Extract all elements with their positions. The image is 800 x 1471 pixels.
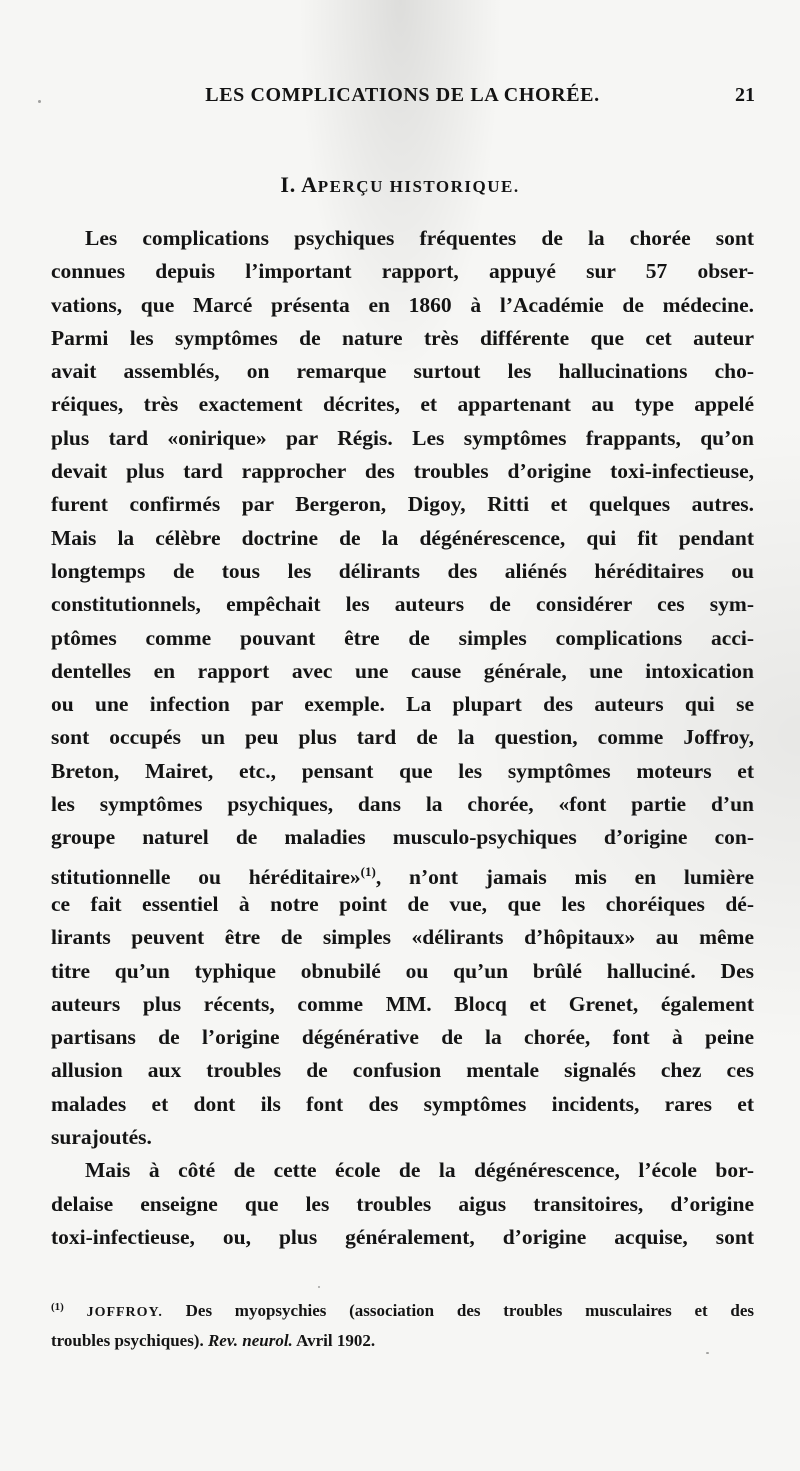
running-head [50,84,755,114]
text-line: Mais à côté de cette école de la dégénérescence, l’école bor- [85,1158,754,1183]
text-line: dentelles en rapport avec une cause générale, une intoxication [51,658,754,683]
text-line: plus tard «onirique» par Régis. Les symptômes frappants, qu’on [51,425,754,450]
text-line: ou une infection par exemple. La plupart des auteurs qui se [51,692,754,717]
text-line-head: stitutionnelle ou héréditaire» [51,864,361,889]
text-line: longtemps de tous les délirants des aliénés héréditaires ou [51,558,754,583]
section-title-rest: PERÇU HISTORIQUE. [317,177,520,196]
text-line: auteurs plus récents, comme MM. Blocq et Grenet, également [51,991,754,1016]
footnote-author: JOFFROY. [86,1305,163,1320]
section-numeral: I. [280,172,302,197]
text-line: constitutionnels, empêchait les auteurs de considérer ces sym- [51,592,754,617]
text-line: ce fait essentiel à notre point de vue, que les choréiques dé- [51,891,754,916]
text-line-with-note [51,855,754,888]
text-line: avait assemblés, on remarque surtout les hallucinations cho- [51,359,754,384]
text-line: malades et dont ils font des symptômes incidents, rares et [51,1091,754,1116]
footnotes [51,1293,754,1355]
section-heading [0,172,800,198]
text-line: sont occupés un peu plus tard de la question, comme Joffroy, [51,725,754,750]
footnote-journal: Rev. neurol. [207,1331,293,1350]
text-line: lirants peuvent être de simples «délirants d’hôpitaux» au même [51,925,754,950]
paper-speck [706,1352,709,1354]
footnote-text: troubles psychiques). [51,1331,208,1350]
footnote-mark: (1) [51,1301,64,1313]
text-line: groupe naturel de maladies musculo-psychiques d’origine con- [51,825,754,850]
text-line: Breton, Mairet, etc., pensant que les symptômes moteurs et [51,758,754,783]
text-line: Les complications psychiques fréquentes de la chorée sont [85,226,754,250]
paper-speck [38,100,41,103]
text-line: Mais la célèbre doctrine de la dégénérescence, qui fit pendant [51,525,754,550]
text-line: toxi-infectieuse, ou, plus généralement, d’origine acquise, sont [51,1224,754,1249]
text-line: allusion aux troubles de confusion mentale signalés chez ces [51,1058,754,1083]
footnote-text: Des myopsychies (association des troubles musculaires et des [162,1301,754,1320]
text-line-tail: , n’ont jamais mis en lumière [375,864,754,889]
text-line: vations, que Marcé présenta en 1860 à l’Académie de médecine. [51,292,754,317]
footnote-reference: (1) [360,863,376,879]
footnote-date: Avril 1902. [292,1331,376,1350]
text-line: partisans de l’origine dégénérative de la chorée, font à peine [51,1025,754,1050]
text-line: furent confirmés par Bergeron, Digoy, Ritti et quelques autres. [51,492,754,517]
text-line: les symptômes psychiques, dans la chorée, «font partie d’un [51,792,754,817]
paper-speck [318,1286,320,1288]
text-line: devait plus tard rapprocher des troubles d’origine toxi-infectieuse, [51,459,754,484]
page-number: 21 [735,84,755,106]
text-line: connues depuis l’important rapport, appuyé sur 57 obser- [51,259,754,284]
body-text [51,222,754,1254]
text-line: ptômes comme pouvant être de simples complications acci- [51,625,754,650]
text-line: réiques, très exactement décrites, et appartenant au type appelé [51,392,754,417]
text-line: titre qu’un typhique obnubilé ou qu’un brûlé halluciné. Des [51,958,754,983]
footnote-line [51,1293,754,1327]
text-line: surajoutés. [51,1125,152,1150]
footnote-line [51,1327,754,1355]
running-title: LES COMPLICATIONS DE LA CHORÉE. [205,84,600,106]
text-line: Parmi les symptômes de nature très différente que cet auteur [51,325,754,350]
section-first-letter: A [301,172,318,197]
text-line: delaise enseigne que les troubles aigus transitoires, d’origine [51,1191,754,1216]
